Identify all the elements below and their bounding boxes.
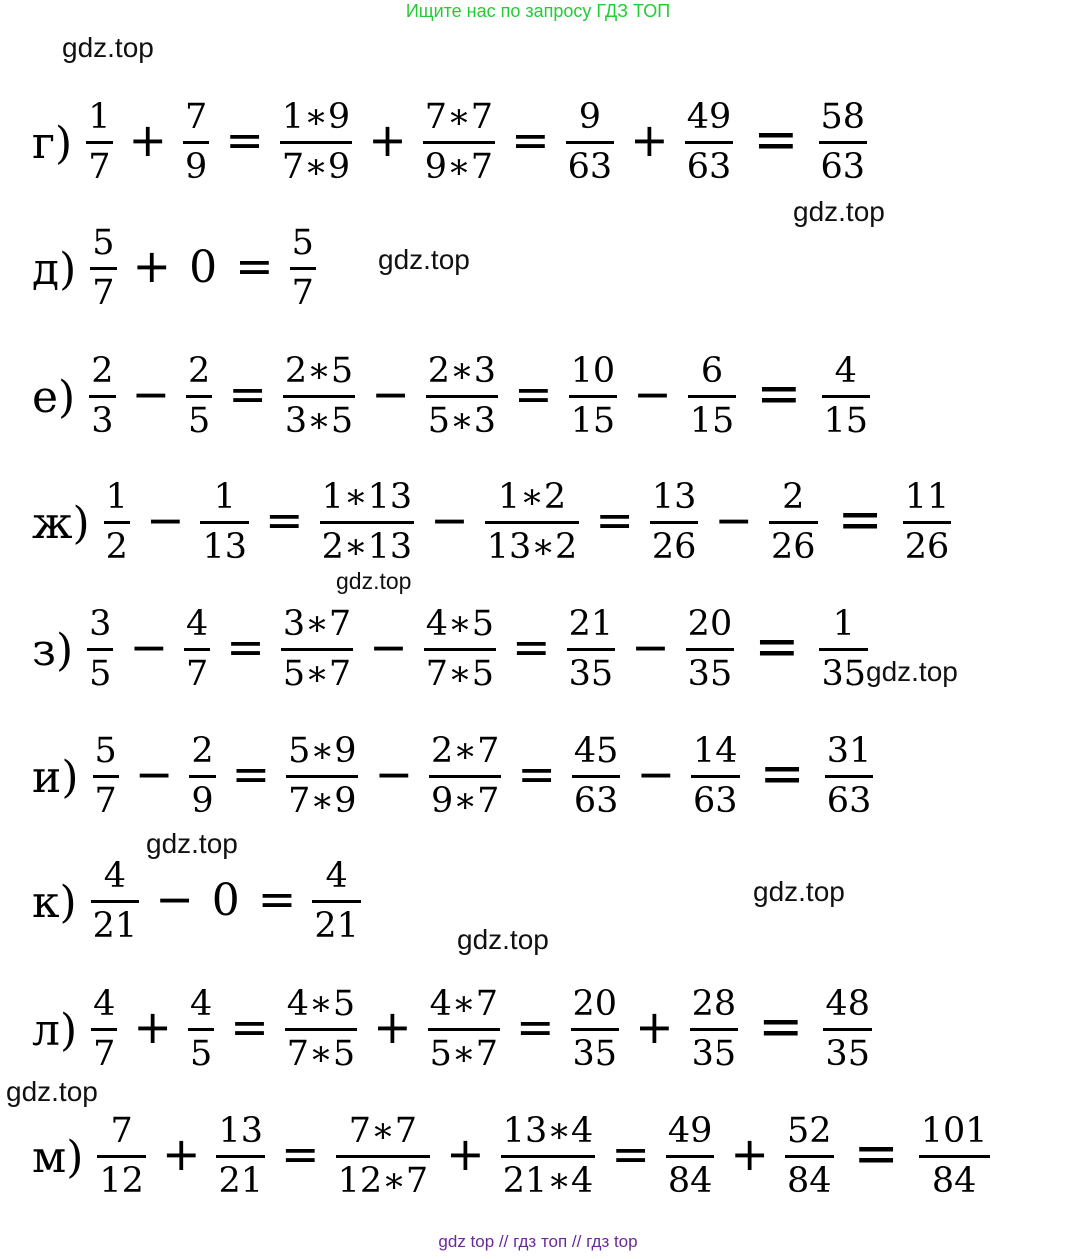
fraction	[685, 96, 734, 187]
fraction	[89, 350, 115, 441]
denominator: 63	[567, 146, 613, 187]
numerator: 49	[686, 96, 732, 137]
equation-row	[32, 1106, 994, 1206]
fraction	[283, 350, 355, 441]
operator: =	[758, 995, 804, 1058]
watermark: gdz.top	[457, 924, 549, 955]
top-banner: Ищите нас по запросу ГДЗ ТОП	[405, 1, 671, 21]
fraction	[312, 855, 361, 946]
fraction	[785, 1110, 834, 1201]
denominator: 7	[186, 653, 209, 694]
denominator: 84	[931, 1160, 977, 1201]
fraction	[189, 730, 215, 821]
denominator: 7	[92, 272, 115, 313]
fraction	[423, 96, 495, 187]
operator: =	[611, 1127, 650, 1181]
denominator: 7∗5	[425, 653, 495, 694]
numerator: 14	[693, 730, 738, 771]
operator: =	[517, 747, 556, 801]
operator: =	[231, 747, 271, 801]
operator: =	[853, 1122, 899, 1185]
denominator: 13	[202, 526, 248, 567]
operator: −	[371, 367, 410, 421]
numerator: 10	[570, 350, 616, 391]
fraction	[903, 476, 952, 567]
operator: +	[373, 1000, 412, 1054]
denominator: 3	[91, 400, 114, 441]
operator: =	[228, 367, 267, 421]
denominator: 35	[568, 653, 614, 694]
numerator: 7	[185, 96, 208, 137]
numerator: 5	[291, 222, 314, 263]
numerator: 4	[325, 855, 348, 896]
numerator: 2	[191, 730, 214, 771]
numerator: 1∗9	[281, 96, 351, 137]
numerator: 58	[820, 96, 866, 137]
denominator: 21	[92, 905, 138, 946]
denominator: 15	[570, 400, 616, 441]
operator: =	[837, 488, 883, 551]
operator: +	[446, 1127, 485, 1181]
operator: =	[225, 113, 264, 167]
operator: +	[730, 1127, 769, 1181]
numerator: 13∗4	[502, 1110, 594, 1151]
numerator: 7∗7	[424, 96, 494, 137]
operator: =	[595, 493, 634, 547]
footer: gdz top // гдз топ // гдз top	[438, 1232, 638, 1251]
numerator: 20	[687, 603, 733, 644]
numerator: 45	[573, 730, 619, 771]
operator: −	[155, 872, 194, 926]
denominator: 5∗7	[429, 1033, 498, 1074]
operator: −	[430, 493, 469, 547]
denominator: 12∗7	[337, 1160, 429, 1201]
operator: =	[754, 615, 800, 678]
operator: =	[511, 113, 550, 167]
operator: −	[636, 747, 675, 801]
equation-row	[32, 472, 955, 572]
denominator: 9	[185, 146, 208, 187]
equation-label: е)	[32, 372, 76, 423]
denominator: 26	[904, 526, 950, 567]
fraction	[429, 730, 501, 821]
fraction	[281, 603, 353, 694]
equation-label: л)	[32, 1005, 78, 1056]
operator: =	[226, 620, 265, 674]
denominator: 7∗9	[288, 780, 357, 821]
numerator: 5	[94, 730, 117, 771]
numerator: 28	[691, 983, 737, 1024]
numerator: 3∗7	[282, 603, 352, 644]
numerator: 5∗9	[288, 730, 357, 771]
fraction	[286, 730, 358, 821]
operator: =	[515, 1000, 555, 1054]
fraction	[90, 222, 116, 313]
fraction	[485, 476, 580, 567]
whole-number: 0	[211, 875, 240, 926]
equation-row	[32, 726, 877, 826]
fraction	[93, 730, 119, 821]
denominator: 2∗13	[321, 526, 413, 567]
fraction	[91, 983, 117, 1074]
watermark: gdz.top	[866, 656, 958, 687]
equation-label: м)	[32, 1132, 84, 1183]
operator: −	[369, 620, 408, 674]
operator: +	[635, 1000, 674, 1054]
numerator: 1	[832, 603, 855, 644]
denominator: 26	[651, 526, 697, 567]
denominator: 21	[218, 1160, 264, 1201]
equation-label: г)	[32, 118, 73, 169]
fraction	[688, 350, 737, 441]
equation-label: д)	[32, 244, 77, 295]
fraction	[569, 350, 618, 441]
equation-label: з)	[32, 625, 74, 676]
numerator: 1∗13	[321, 476, 413, 517]
numerator: 4∗7	[429, 983, 498, 1024]
numerator: 4	[186, 603, 209, 644]
fraction	[97, 1110, 146, 1201]
numerator: 6	[700, 350, 724, 391]
denominator: 5	[89, 653, 112, 694]
denominator: 5	[188, 400, 211, 441]
whole-number: 0	[189, 242, 218, 293]
fraction	[823, 983, 872, 1074]
operator: −	[714, 493, 753, 547]
operator: =	[514, 367, 553, 421]
denominator: 5∗7	[282, 653, 352, 694]
denominator: 63	[573, 780, 619, 821]
denominator: 9∗7	[424, 146, 494, 187]
operator: +	[368, 113, 407, 167]
fraction	[819, 96, 868, 187]
operator: −	[131, 367, 171, 421]
fraction	[183, 96, 209, 187]
denominator: 35	[691, 1033, 737, 1074]
fraction	[188, 983, 214, 1074]
denominator: 9	[191, 780, 214, 821]
operator: =	[756, 362, 802, 425]
denominator: 35	[821, 653, 867, 694]
fraction	[216, 1110, 265, 1201]
fraction	[919, 1110, 990, 1201]
numerator: 52	[786, 1110, 832, 1151]
fraction	[87, 603, 113, 694]
denominator: 35	[572, 1033, 618, 1074]
operator: −	[145, 493, 185, 547]
denominator: 7	[94, 780, 117, 821]
fraction	[822, 350, 871, 441]
denominator: 63	[686, 146, 732, 187]
equation-label: и)	[32, 752, 79, 803]
numerator: 2∗3	[427, 350, 497, 391]
numerator: 1∗2	[497, 476, 567, 517]
watermark: gdz.top	[146, 828, 238, 859]
watermark: gdz.top	[753, 876, 845, 907]
equation-row	[32, 599, 872, 699]
fraction	[690, 983, 739, 1074]
operator: =	[281, 1127, 320, 1181]
denominator: 3∗5	[284, 400, 354, 441]
numerator: 4∗5	[425, 603, 495, 644]
denominator: 7	[291, 272, 314, 313]
equation-row	[32, 218, 320, 318]
denominator: 63	[826, 780, 872, 821]
fraction	[91, 855, 140, 946]
numerator: 1	[105, 476, 128, 517]
fraction	[666, 1110, 715, 1201]
fraction	[819, 603, 868, 694]
equation-label: к)	[32, 877, 77, 928]
denominator: 2	[105, 526, 128, 567]
fraction	[825, 730, 874, 821]
denominator: 7∗9	[281, 146, 351, 187]
equation-label: ж)	[32, 498, 90, 549]
equation-row	[32, 92, 871, 192]
fraction	[336, 1110, 431, 1201]
fraction	[572, 730, 621, 821]
numerator: 21	[568, 603, 614, 644]
numerator: 4	[189, 983, 213, 1024]
fraction	[290, 222, 316, 313]
denominator: 84	[786, 1160, 832, 1201]
operator: =	[235, 239, 274, 293]
numerator: 9	[578, 96, 602, 137]
numerator: 101	[920, 1110, 988, 1151]
operator: −	[633, 367, 672, 421]
numerator: 2∗7	[431, 730, 500, 771]
fraction	[426, 350, 498, 441]
equation-row	[32, 979, 876, 1079]
denominator: 12	[99, 1160, 144, 1201]
fraction	[566, 96, 615, 187]
numerator: 2∗5	[284, 350, 354, 391]
operator: +	[132, 239, 172, 293]
watermark: gdz.top	[378, 244, 470, 275]
denominator: 35	[687, 653, 733, 694]
fraction	[769, 476, 818, 567]
operator: =	[230, 1000, 269, 1054]
denominator: 63	[693, 780, 738, 821]
numerator: 4∗5	[286, 983, 356, 1024]
numerator: 4	[103, 855, 127, 896]
numerator: 2	[188, 350, 211, 391]
fraction	[424, 603, 496, 694]
denominator: 21	[314, 905, 359, 946]
numerator: 49	[667, 1110, 713, 1151]
denominator: 5∗3	[427, 400, 497, 441]
fraction	[501, 1110, 596, 1201]
denominator: 26	[770, 526, 816, 567]
denominator: 7∗5	[286, 1033, 356, 1074]
fraction	[428, 983, 500, 1074]
fraction	[186, 350, 212, 441]
denominator: 7	[88, 146, 111, 187]
fraction	[567, 603, 616, 694]
operator: −	[374, 747, 414, 801]
denominator: 15	[689, 400, 735, 441]
operator: +	[630, 113, 669, 167]
operator: =	[257, 872, 297, 926]
denominator: 9∗7	[431, 780, 500, 821]
numerator: 7	[110, 1110, 133, 1151]
watermark: gdz.top	[336, 568, 412, 594]
fraction	[104, 476, 130, 567]
fraction	[280, 96, 352, 187]
watermark: gdz.top	[6, 1076, 98, 1107]
numerator: 7∗7	[348, 1110, 418, 1151]
operator: −	[631, 620, 670, 674]
operator: =	[265, 493, 304, 547]
numerator: 1	[88, 96, 111, 137]
numerator: 13	[651, 476, 697, 517]
numerator: 5	[92, 222, 115, 263]
fraction	[320, 476, 415, 567]
watermark: gdz.top	[793, 196, 885, 227]
numerator: 2	[782, 476, 805, 517]
numerator: 20	[572, 983, 618, 1024]
denominator: 15	[823, 400, 869, 441]
fraction	[691, 730, 740, 821]
denominator: 5	[189, 1033, 213, 1074]
operator: −	[129, 620, 168, 674]
fraction	[200, 476, 249, 567]
numerator: 3	[89, 603, 112, 644]
denominator: 63	[820, 146, 866, 187]
denominator: 21∗4	[502, 1160, 594, 1201]
operator: +	[133, 1000, 172, 1054]
numerator: 31	[826, 730, 872, 771]
numerator: 2	[91, 350, 114, 391]
fraction	[184, 603, 210, 694]
operator: +	[161, 1127, 201, 1181]
numerator: 13	[218, 1110, 264, 1151]
operator: =	[512, 620, 551, 674]
fraction	[650, 476, 699, 567]
fraction	[571, 983, 620, 1074]
operator: =	[759, 742, 805, 805]
denominator: 84	[667, 1160, 713, 1201]
fraction	[686, 603, 735, 694]
operator: +	[128, 113, 168, 167]
equation-row	[32, 346, 874, 446]
denominator: 7	[93, 1033, 116, 1074]
operator: −	[134, 747, 174, 801]
numerator: 4	[93, 983, 116, 1024]
operator: =	[753, 108, 799, 171]
numerator: 11	[904, 476, 950, 517]
denominator: 13∗2	[486, 526, 578, 567]
fraction	[285, 983, 357, 1074]
equation-row	[32, 851, 365, 951]
numerator: 4	[834, 350, 857, 391]
watermark: gdz.top	[62, 32, 154, 63]
denominator: 35	[825, 1033, 870, 1074]
fraction	[86, 96, 112, 187]
numerator: 48	[825, 983, 870, 1024]
numerator: 1	[213, 476, 236, 517]
